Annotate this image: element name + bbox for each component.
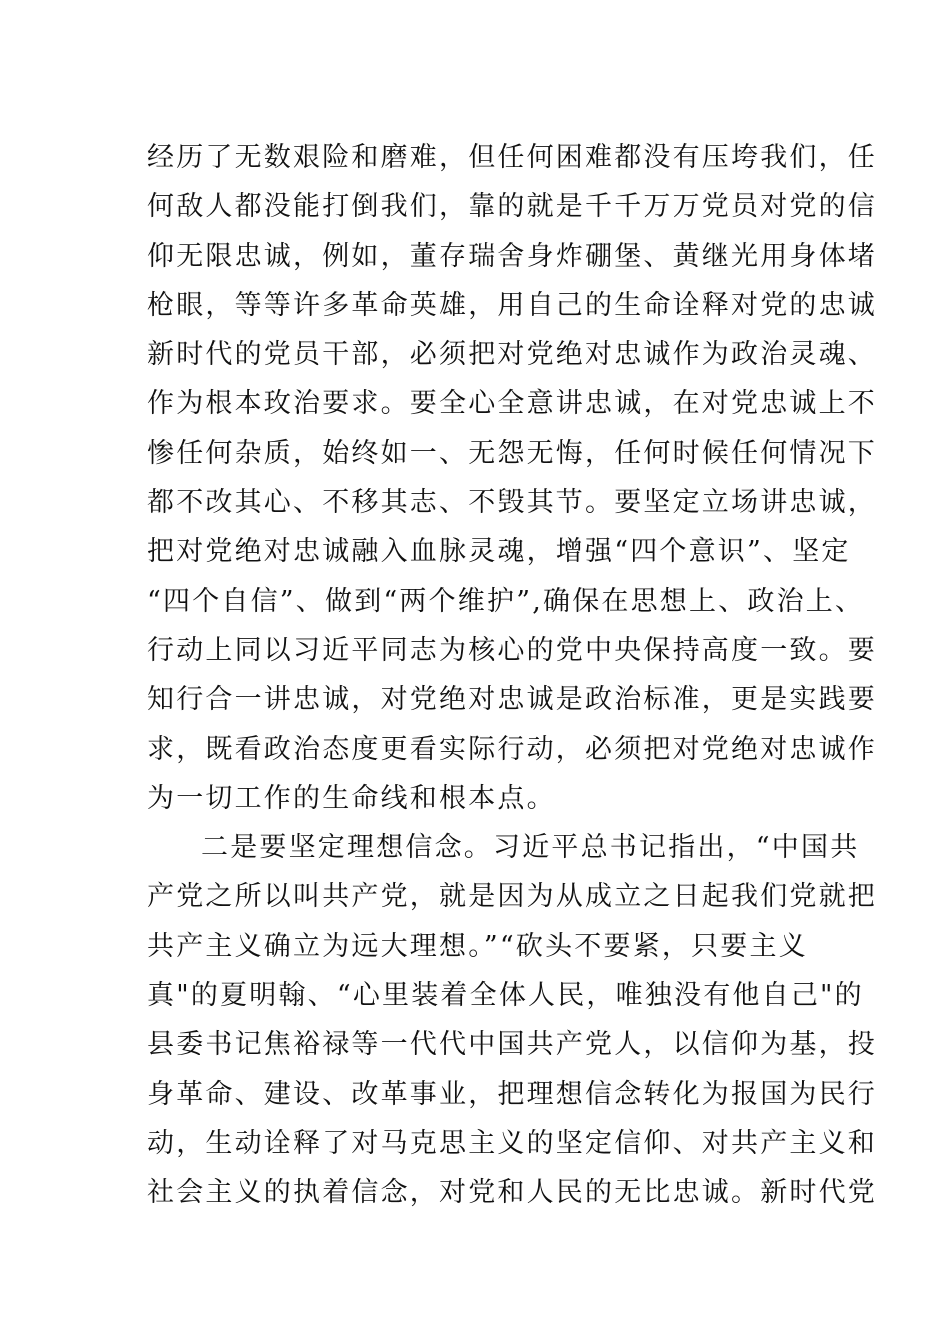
text-line: 知行合一讲忠诚，对党绝对忠诚是政治标准，更是实践要 [147, 684, 877, 716]
text-line: 求，既看政治态度更看实际行动，必须把对党绝对忠诚作 [147, 733, 877, 765]
text-line: 把对党绝对忠诚融入血脉灵魂，增强“四个意识”、坚定 [147, 536, 851, 568]
text-line: 枪眼，等等许多革命英雄，用自己的生命诠释对党的忠诚 [147, 289, 877, 321]
document-body [147, 133, 877, 1218]
text-line: 动，生动诠释了对马克思主义的坚定信仰、对共产主义和 [147, 1127, 877, 1159]
text-line: 行动上同以习近平同志为核心的党中央保持高度一致。要 [147, 634, 877, 666]
text-line: “四个自信”、做到“两个维护”,确保在思想上、政治上、 [147, 585, 865, 617]
paragraph-start-line: 二是要坚定理想信念。习近平总书记指出，“中国共 [201, 832, 860, 864]
text-line: 真"的夏明翰、“心里装着全体人民，唯独没有他自己"的 [147, 980, 864, 1012]
text-line: 新时代的党员干部，必须把对党绝对忠诚作为政治灵魂、 [147, 339, 877, 371]
text-line: 社会主义的执着信念，对党和人民的无比忠诚。新时代党 [147, 1177, 877, 1209]
text-line: 都不改其心、不移其志、不毁其节。要坚定立场讲忠诚， [147, 487, 877, 519]
text-line: 惨任何杂质，始终如一、无怨无悔，任何时候任何情况下 [147, 437, 877, 469]
text-line: 为一切工作的生命线和根本点。 [147, 782, 556, 814]
text-line: 共产主义确立为远大理想。”“砍头不要紧，只要主义 [147, 930, 808, 962]
text-line: 产党之所以叫共产党，就是因为从成立之日起我们党就把 [147, 881, 877, 913]
text-line: 作为根本玫治要求。要全心全意讲忠诚，在对党忠诚上不 [147, 388, 877, 420]
text-line: 县委书记焦裕禄等一代代中国共产党人，以信仰为基，投 [147, 1029, 877, 1061]
text-line: 何敌人都没能打倒我们，靠的就是千千万万党员对党的信 [147, 191, 877, 223]
text-line: 经历了无数艰险和磨难，但任何困难都没有压垮我们，任 [147, 142, 877, 173]
text-line: 仰无限忠诚，例如，董存瑞舍身炸硼堡、黄继光用身体堵 [147, 240, 877, 272]
text-line: 身革命、建设、改革事业，把理想信念转化为报国为民行 [147, 1078, 877, 1110]
